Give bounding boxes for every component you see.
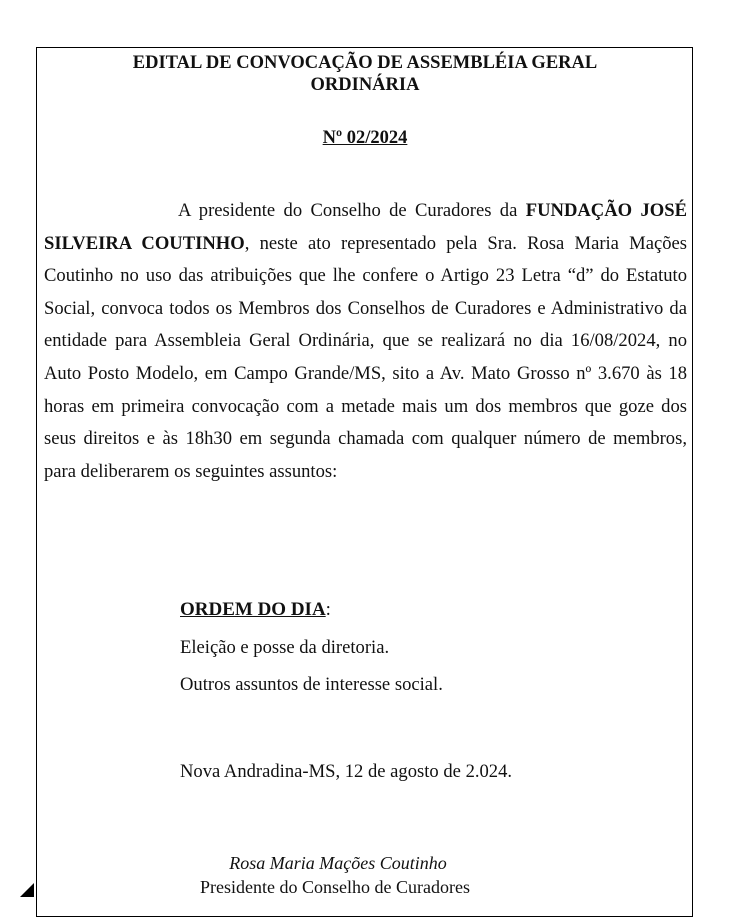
signatory-role: Presidente do Conselho de Curadores [200, 877, 470, 897]
paragraph-text: , neste ato representado pela Sra. Rosa Maria Mações Coutinho no uso das atribuições que lhe confere o Artigo 23 Letra “d” do Estatuto Social, convoca todos os Membros dos Conselhos de Curadores e Administrativo da entidade para Assembleia Geral Ordinária, que se realizará no dia 16/08/2024, no Auto Posto Modelo, em Campo Grande/MS, sito a Av. Mato Grosso nº 3.670 às 18 horas em primeira convocação com a metade mais um dos membros que goze dos seus direitos e às 18h30 em segunda chamada com qualquer número de membros, para deliberarem os seguintes assuntos: [44, 232, 687, 482]
foundation-name: FUNDAÇÃO JOSÉ SILVEIRA COUTINHO [44, 200, 687, 254]
document-title [0, 52, 730, 96]
agenda-heading: ORDEM DO DIA [180, 599, 326, 620]
title-line-2: ORDINÁRIA [310, 75, 420, 95]
agenda-colon: : [325, 599, 331, 620]
convocation-paragraph [44, 195, 687, 488]
signatory-name: Rosa Maria Mações Coutinho [229, 853, 447, 873]
agenda-item: Outros assuntos de interesse social. [180, 674, 443, 695]
agenda-item: Eleição e posse da diretoria. [180, 637, 390, 658]
agenda-heading-line [180, 598, 331, 622]
place-date: Nova Andradina-MS, 12 de agosto de 2.024. [180, 761, 513, 782]
paragraph-intro: A presidente do Conselho de Curadores da [178, 200, 526, 221]
title-line-1: EDITAL DE CONVOCAÇÃO DE ASSEMBLÉIA GERAL [132, 53, 598, 73]
resize-handle-icon[interactable] [20, 883, 34, 897]
edital-number: Nº 02/2024 [322, 128, 408, 148]
